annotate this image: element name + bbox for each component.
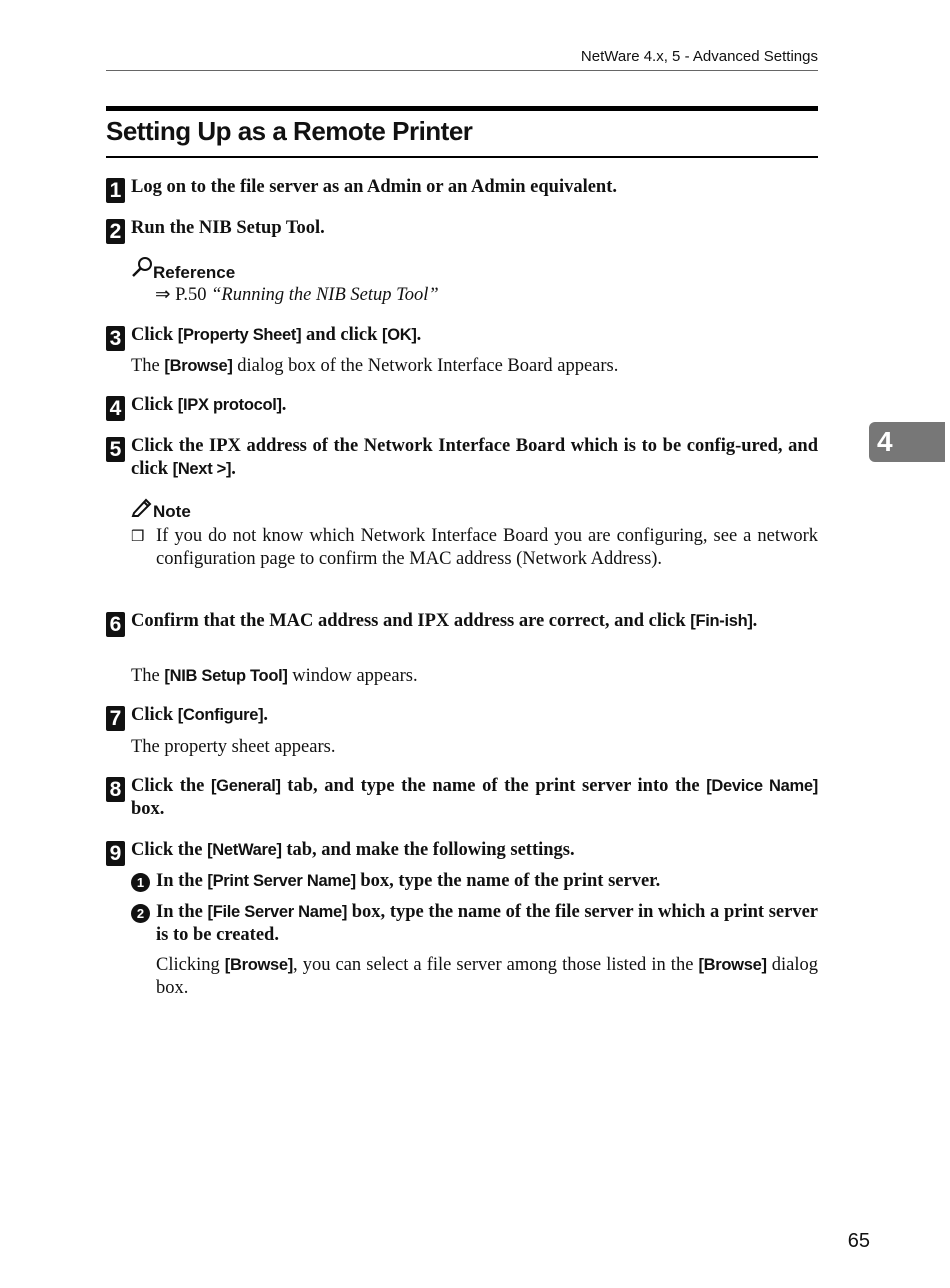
step-7-result: The property sheet appears. <box>131 737 336 757</box>
reference-link[interactable] <box>155 284 755 307</box>
step-number: 4 <box>106 396 125 421</box>
step-7 <box>106 704 818 730</box>
step-8 <box>106 775 818 821</box>
ui-label: [Property Sheet] <box>177 326 302 344</box>
ui-label: [NetWare] <box>207 841 282 859</box>
step-text: Click [IPX protocol]. <box>131 395 287 415</box>
step-number: 6 <box>106 612 125 637</box>
pencil-icon <box>131 497 153 523</box>
step-3-result: The [Browse] dialog box of the Network Interface Board appears. <box>131 356 619 376</box>
ui-label: [General] <box>210 777 281 795</box>
note-label: Note <box>153 502 191 521</box>
checkbox-bullet-icon: ❒ <box>131 527 145 545</box>
title-bar-bottom <box>106 156 818 158</box>
step-number: 9 <box>106 841 125 866</box>
step-1 <box>106 176 818 202</box>
step-number: 3 <box>106 326 125 351</box>
step-6 <box>106 610 818 636</box>
step-text: Click the [NetWare] tab, and make the following settings. <box>131 840 575 860</box>
step-number: 5 <box>106 437 125 462</box>
reference-heading <box>131 256 235 284</box>
step-6-result: The [NIB Setup Tool] window appears. <box>131 666 418 686</box>
chapter-tab: 4 <box>869 422 945 462</box>
step-text: Run the NIB Setup Tool. <box>131 218 325 238</box>
step-9 <box>106 839 818 865</box>
step-5 <box>106 435 818 481</box>
substep-number: 1 <box>131 873 150 892</box>
note-item <box>131 525 818 571</box>
step-3 <box>106 324 818 350</box>
ui-label: [Fin-ish] <box>690 612 753 630</box>
step-text: Click the IPX address of the Network Interface Board which is to be config-ured, and click [Next >]. <box>131 436 818 479</box>
step-2 <box>106 217 818 243</box>
reference-label: Reference <box>153 263 236 282</box>
substep-number: 2 <box>131 904 150 923</box>
ui-label: [Device Name] <box>706 777 818 795</box>
ui-label: [File Server Name] <box>207 903 348 921</box>
ui-label: [Print Server Name] <box>207 872 356 890</box>
step-text: Click [Property Sheet] and click [OK]. <box>131 325 422 345</box>
page-number: 65 <box>847 1230 870 1252</box>
step-text: Confirm that the MAC address and IPX address are correct, and click [Fin-ish]. <box>131 611 758 631</box>
ui-label: [Browse] <box>224 956 293 974</box>
substep-2-result: Clicking [Browse], you can select a file server among those listed in the [Browse] dialog box. <box>156 955 818 998</box>
ui-label: [Browse] <box>164 357 233 375</box>
ui-label: [IPX protocol] <box>177 396 282 414</box>
ui-label: [OK] <box>382 326 417 344</box>
note-heading <box>131 497 191 523</box>
substep-text: In the [File Server Name] box, type the name of the file server in which a print server is to be created. <box>156 902 818 945</box>
section-title: Setting Up as a Remote Printer <box>106 116 473 146</box>
step-text: Click [Configure]. <box>131 705 268 725</box>
ui-label: [NIB Setup Tool] <box>164 667 288 685</box>
step-4 <box>106 394 818 420</box>
ui-label: [Configure] <box>177 706 264 724</box>
substep-1 <box>131 870 818 893</box>
ui-label: [Browse] <box>698 956 767 974</box>
step-number: 2 <box>106 219 125 244</box>
header-rule <box>106 70 818 71</box>
substep-text: In the [Print Server Name] box, type the name of the print server. <box>156 871 661 891</box>
ui-label: [Next >] <box>172 460 232 478</box>
magnifier-icon <box>131 256 153 284</box>
step-text: Log on to the file server as an Admin or an Admin equivalent. <box>131 177 618 197</box>
running-head: NetWare 4.x, 5 - Advanced Settings <box>580 48 818 65</box>
substep-2 <box>131 901 818 947</box>
step-text: Click the [General] tab, and type the name of the print server into the [Device Name] box. <box>131 776 818 819</box>
step-number: 7 <box>106 706 125 731</box>
reference-arrow: ⇒ P.50 <box>155 285 212 305</box>
step-number: 8 <box>106 777 125 802</box>
title-bar-top <box>106 106 818 111</box>
note-text: If you do not know which Network Interface Board you are configuring, see a network configuration page to confirm the MAC address (Network Address). <box>156 526 818 569</box>
step-number: 1 <box>106 178 125 203</box>
reference-title[interactable]: “Running the NIB Setup Tool” <box>211 285 439 305</box>
